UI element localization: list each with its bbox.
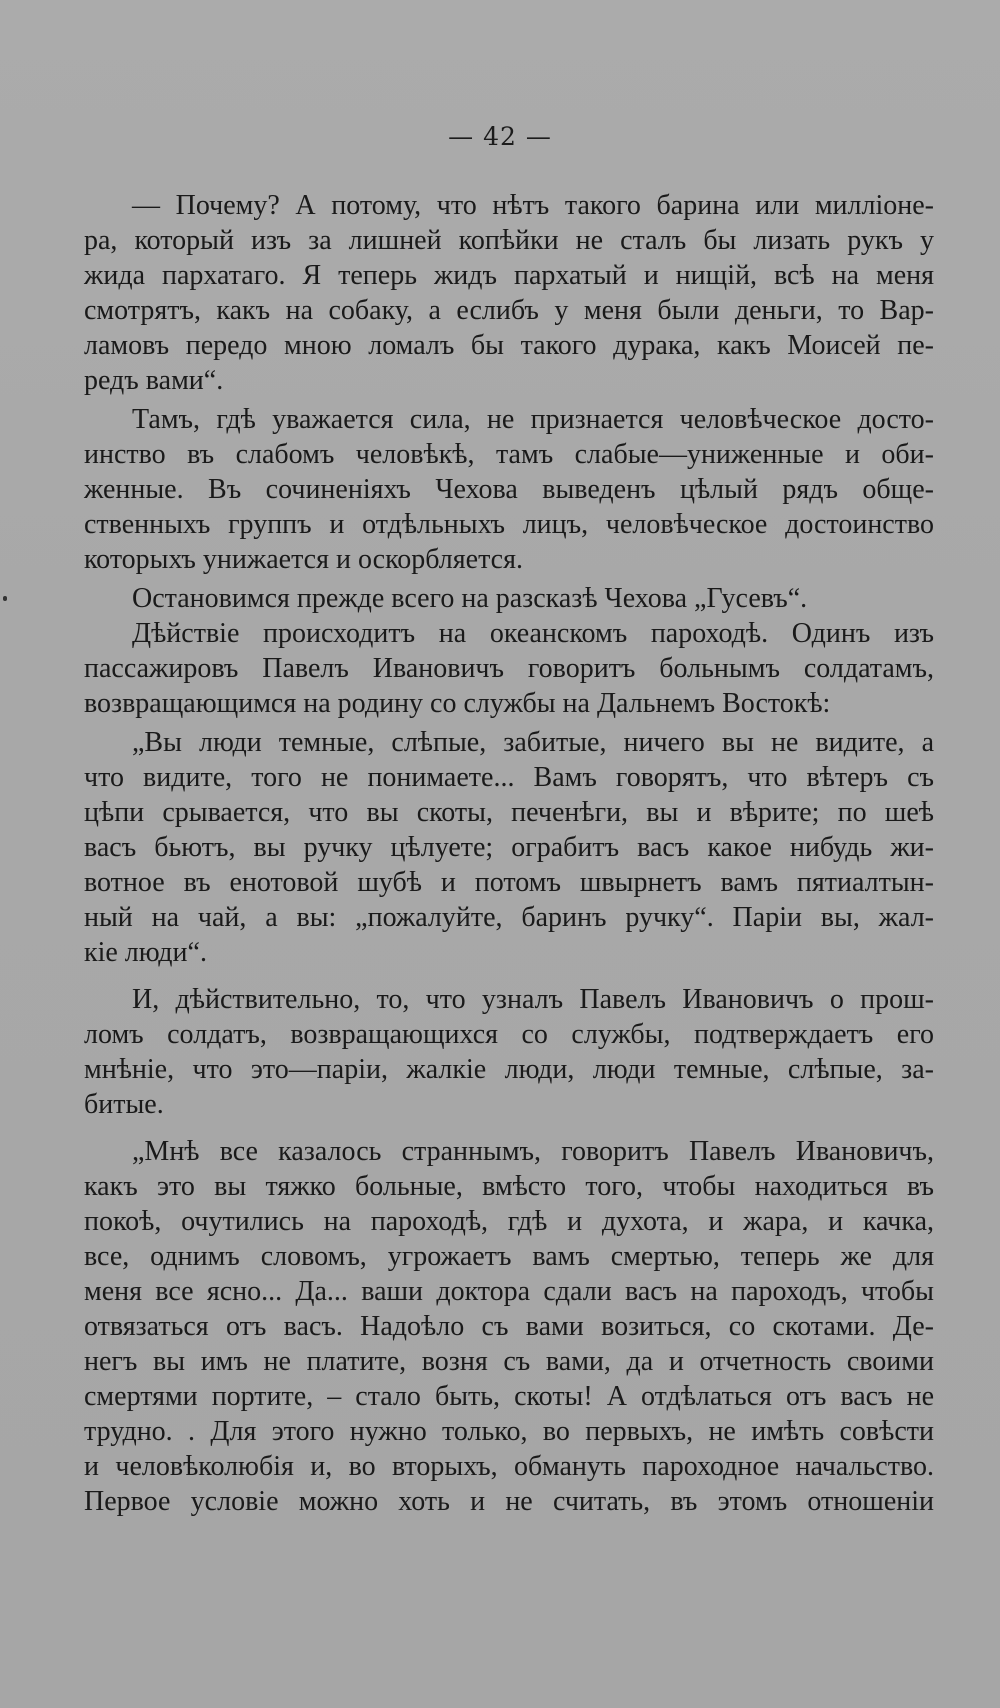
- text-line: Дѣйствіе происходитъ на океанскомъ пароходѣ. Одинъ изъ: [132, 618, 934, 649]
- text-line: Первое условіе можно хоть и не считать, въ этомъ отношеніи: [84, 1486, 934, 1517]
- text-line: меня все ясно... Да... ваши доктора сдали васъ на пароходъ, чтобы: [84, 1276, 934, 1307]
- text-line: отвязаться отъ васъ. Надоѣло съ вами возиться, со скотами. Де-: [84, 1311, 934, 1342]
- text-line: вотное въ енотовой шубѣ и потомъ швырнетъ вамъ пятиалтын-: [84, 867, 934, 898]
- text-line: смотрятъ, какъ на собаку, а еслибъ у меня были деньги, то Вар-: [84, 295, 934, 326]
- body-text: [84, 188, 934, 1519]
- text-line: „Вы люди темные, слѣпые, забитые, ничего вы не видите, а: [132, 727, 934, 758]
- paragraph: [84, 616, 934, 721]
- text-line: васъ бьютъ, вы ручку цѣлуете; ограбитъ васъ какое нибудь жи-: [84, 832, 934, 863]
- text-line: жида пархатаго. Я теперь жидъ пархатый и нищій, всѣ на меня: [84, 260, 934, 291]
- text-line: женные. Въ сочиненіяхъ Чехова выведенъ цѣлый рядъ обще-: [84, 474, 934, 505]
- text-line: цѣпи срывается, что вы скоты, печенѣги, вы и вѣрите; по шеѣ: [84, 797, 934, 828]
- text-line: трудно. . Для этого нужно только, во первыхъ, не имѣть совѣсти: [84, 1416, 934, 1447]
- text-line: редъ вами“.: [84, 365, 224, 396]
- text-line: мнѣніе, что это—паріи, жалкіе люди, люди темные, слѣпые, за-: [84, 1054, 934, 1085]
- text-line: пассажировъ Павелъ Ивановичъ говоритъ больнымъ солдатамъ,: [84, 653, 934, 684]
- text-line: возвращающимся на родину со службы на Дальнемъ Востокѣ:: [84, 688, 831, 719]
- text-line: что видите, того не понимаете... Вамъ говорятъ, что вѣтеръ съ: [84, 762, 934, 793]
- text-line: какъ это вы тяжко больные, вмѣсто того, чтобы находиться въ: [84, 1171, 934, 1202]
- text-line: инство въ слабомъ человѣкѣ, тамъ слабые—униженные и оби-: [84, 439, 934, 470]
- text-line: все, однимъ словомъ, угрожаетъ вамъ смертью, теперь же для: [84, 1241, 934, 1272]
- page-number: — 42 —: [448, 122, 552, 151]
- text-line: битые.: [84, 1089, 164, 1120]
- text-line: ломъ солдатъ, возвращающихся со службы, подтверждаетъ его: [84, 1019, 934, 1050]
- text-line: смертями портите, – стало быть, скоты! А отдѣлаться отъ васъ не: [84, 1381, 934, 1412]
- paragraph: [84, 1134, 934, 1519]
- text-line: негъ вы имъ не платите, возня съ вами, да и отчетность своими: [84, 1346, 934, 1377]
- text-line: И, дѣйствительно, то, что узналъ Павелъ Ивановичъ о прош-: [132, 984, 934, 1015]
- text-line: ственныхъ группъ и отдѣльныхъ лицъ, человѣческое достоинство: [84, 509, 934, 540]
- paragraph: [84, 188, 934, 398]
- text-line: которыхъ унижается и оскорбляется.: [84, 544, 523, 575]
- paragraph: [84, 402, 934, 577]
- paragraph: [84, 725, 934, 970]
- text-line: покоѣ, очутились на пароходѣ, гдѣ и духота, и жара, и качка,: [84, 1206, 934, 1237]
- paragraph: [84, 982, 934, 1122]
- text-line: — Почему? А потому, что нѣтъ такого барина или милліоне-: [132, 190, 934, 221]
- text-line: Остановимся прежде всего на разсказѣ Чехова „Гусевъ“.: [132, 583, 808, 614]
- text-line: ра, который изъ за лишней копѣйки не сталъ бы лизать рукъ у: [84, 225, 934, 256]
- ink-speck: [3, 596, 7, 601]
- text-line: кіе люди“.: [84, 937, 207, 968]
- paragraph: [84, 581, 934, 616]
- text-line: ламовъ передо мною ломалъ бы такого дурака, какъ Моисей пе-: [84, 330, 934, 361]
- text-line: „Мнѣ все казалось страннымъ, говоритъ Павелъ Ивановичъ,: [132, 1136, 934, 1167]
- text-line: и человѣколюбія и, во вторыхъ, обмануть пароходное начальство.: [84, 1451, 934, 1482]
- text-line: ный на чай, а вы: „пожалуйте, баринъ ручку“. Паріи вы, жал-: [84, 902, 934, 933]
- text-line: Тамъ, гдѣ уважается сила, не признается человѣческое досто-: [132, 404, 934, 435]
